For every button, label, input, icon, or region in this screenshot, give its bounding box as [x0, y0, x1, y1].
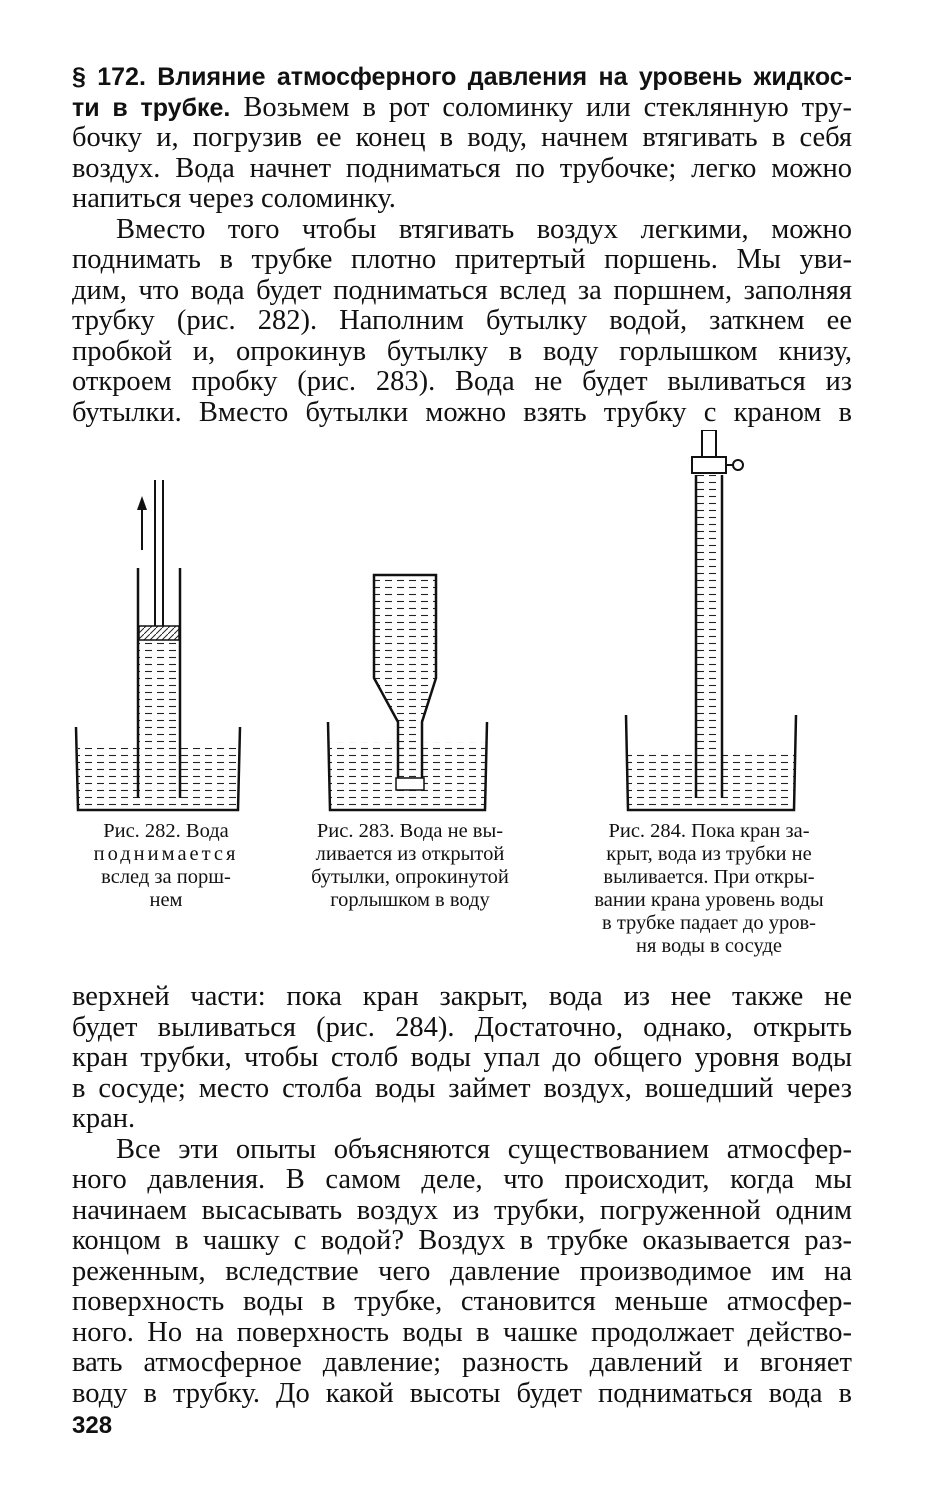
fig284-caption	[560, 820, 858, 958]
text-line: дим, что вода будет подниматься вслед за поршнем, заполняя	[72, 274, 852, 306]
text-line: ного. Но на поверхность воды в чашке продолжает действо-	[72, 1316, 852, 1348]
text-line: кран трубки, чтобы столб воды упал до общего уровня воды	[72, 1042, 852, 1073]
text-line: поднимать в трубке плотно притертый поршень. Мы уви-	[72, 244, 852, 275]
text-line: будет выливаться (рис. 284). Достаточно, однако, открыть	[72, 1011, 852, 1043]
caption-line: крыт, вода из трубки не	[606, 843, 812, 865]
heading-line-1	[72, 62, 852, 93]
fig282-caption	[66, 820, 266, 912]
text-line: ного давления. В самом деле, что происходит, когда мы	[72, 1164, 852, 1195]
fig284-drawing	[626, 430, 796, 810]
fig282-drawing	[76, 480, 240, 810]
text-line: Вместо того чтобы втягивать воздух легкими, можно	[116, 213, 852, 245]
text-line: начинаем высасывать воздух из трубки, погруженной одним	[72, 1194, 852, 1226]
fig282-piston	[139, 626, 179, 640]
text-line: воздух. Вода начнет подниматься по трубочке; легко можно	[72, 152, 852, 184]
fig284-tap	[692, 457, 726, 473]
figures-illustration	[60, 430, 860, 830]
caption-line: в трубке падает до уров-	[602, 912, 816, 934]
fig282-tube-water	[139, 640, 179, 798]
text-line: пробкой и, опрокинув бутылку в воду горлышком книзу,	[72, 335, 852, 367]
caption-line: ливается из открытой	[315, 843, 505, 865]
caption-line: выливается. При откры-	[603, 866, 815, 888]
caption-line: вслед за порш-	[101, 866, 231, 888]
text-line: кран.	[72, 1103, 136, 1134]
fig283-drawing	[328, 575, 487, 810]
text-line: Все эти опыты объясняются существованием атмосфер-	[116, 1133, 852, 1165]
caption-line: вании крана уровень воды	[594, 889, 824, 911]
text-line: вать атмосферное давление; разность давлений и вгоняет	[72, 1347, 852, 1378]
caption-line: Рис. 282. Вода	[103, 820, 229, 842]
text-line: поверхность воды в трубке, становится меньше атмосфер-	[72, 1286, 852, 1317]
fig284-tube-water	[696, 475, 722, 798]
text-line: трубку (рис. 282). Наполним бутылку водой, заткнем ее	[72, 305, 852, 336]
text-line: бочку и, погрузив ее конец в воду, начнем втягивать в себя	[72, 122, 852, 153]
text-block-top	[72, 62, 852, 428]
text-span: Возьмем в рот соломинку или стеклянную тру-	[230, 91, 853, 123]
caption-line: ня воды в сосуде	[635, 935, 783, 957]
text-line: воду в трубку. До какой высоты будет подниматься вода в	[72, 1377, 852, 1409]
text-line: реженным, вследствие чего давление производимое им на	[72, 1255, 852, 1287]
caption-line: бутылки, опрокинутой	[311, 866, 509, 888]
text-line: бутылки. Вместо бутылки можно взять трубку с краном в	[72, 396, 852, 428]
caption-line: горлышком в воду	[330, 889, 490, 911]
text-line: верхней части: пока кран закрыт, вода из нее также не	[72, 981, 852, 1012]
caption-line: Рис. 284. Пока кран за-	[608, 820, 810, 842]
text-block-bottom	[72, 982, 852, 1409]
text-line: напиться через соломинку.	[72, 183, 396, 214]
fig284-tap-handle	[733, 460, 743, 470]
page-number: 328	[72, 1412, 113, 1439]
text-line: откроем пробку (рис. 283). Вода не будет выливаться из	[72, 366, 852, 397]
section-heading: § 172. Влияние атмосферного давления на уровень жидкос-	[72, 63, 852, 91]
text-line: в сосуде; место столба воды займет воздух, вошедший через	[72, 1072, 852, 1104]
figures-area	[60, 430, 860, 970]
fig284-tube-top	[702, 430, 716, 457]
section-heading-cont: ти в трубке.	[72, 93, 231, 122]
text-line: концом в чашку с водой? Воздух в трубке оказывается раз-	[72, 1225, 852, 1256]
fig283-cork	[396, 778, 424, 790]
caption-line: нем	[149, 889, 183, 911]
text-line	[72, 93, 852, 124]
fig282-arrow-head	[137, 496, 147, 510]
caption-line: поднимается	[93, 843, 239, 865]
caption-line: Рис. 283. Вода не вы-	[316, 820, 504, 842]
fig283-caption	[280, 820, 540, 912]
